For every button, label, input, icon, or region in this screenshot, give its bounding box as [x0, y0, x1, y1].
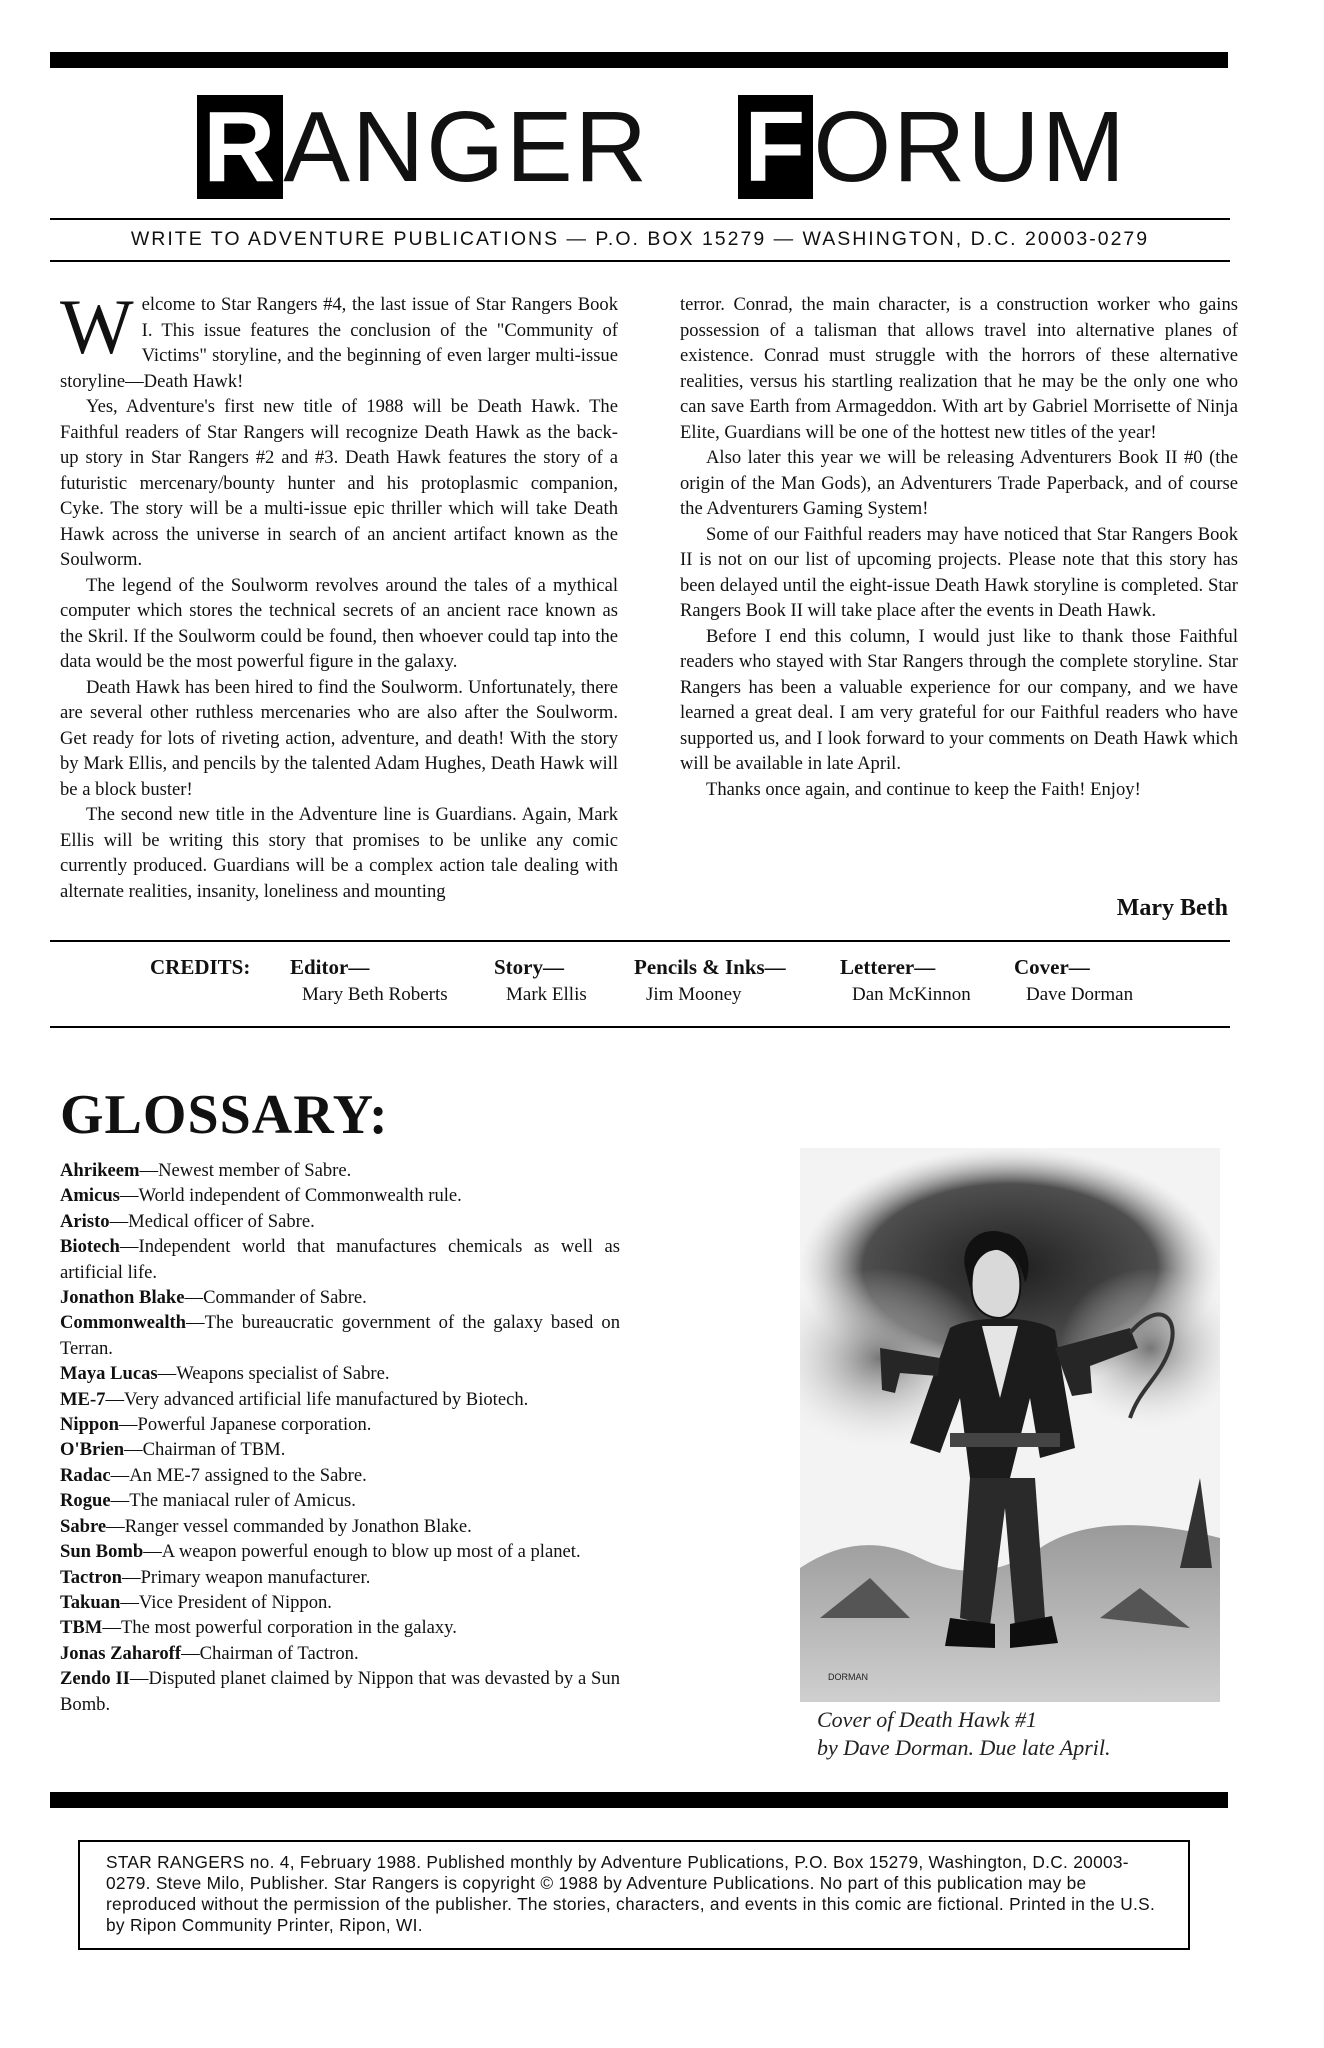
credits-row: [150, 955, 1190, 1015]
glossary-entry: ME-7—Very advanced artificial life manufactured by Biotech.: [60, 1388, 529, 1410]
page-title: [0, 92, 1324, 202]
glossary-entry: Aristo—Medical officer of Sabre.: [60, 1210, 315, 1232]
letter-paragraph: terror. Conrad, the main character, is a construction worker who gains possession of a talisman that allows travel into alternative planes of existence. Conrad must struggle with the horrors of these alternative realities, versus his startling realization that he may be the only one who can save Earth from Armageddon. With art by Gabriel Morrisette of Ninja Elite, Guardians will be one of the hottest new titles of the year!: [680, 294, 1238, 443]
title-initial-r: R: [197, 95, 283, 199]
credit-role: Story—: [494, 955, 564, 979]
glossary-entry: Tactron—Primary weapon manufacturer.: [60, 1566, 371, 1588]
credit-role: Pencils & Inks—: [634, 955, 786, 979]
credit-story: [494, 955, 587, 1006]
title-word-anger: ANGER: [283, 91, 649, 203]
top-bar: [50, 52, 1228, 68]
glossary-entry: Jonathon Blake—Commander of Sabre.: [60, 1287, 367, 1309]
caption-line-2: by Dave Dorman. Due late April.: [817, 1735, 1111, 1760]
title-initial-f: F: [738, 95, 813, 199]
credit-name: Dave Dorman: [1026, 984, 1134, 1005]
glossary-entry: Takuan—Vice President of Nippon.: [60, 1591, 332, 1613]
credits-label: CREDITS:: [150, 955, 251, 979]
glossary-entry: Zendo II—Disputed planet claimed by Nippon that was devasted by a Sun Bomb.: [60, 1668, 620, 1715]
glossary-entry: Commonwealth—The bureaucratic government of the galaxy based on Terran.: [60, 1312, 620, 1359]
indicia-text: STAR RANGERS no. 4, February 1988. Published monthly by Adventure Publications, P.O. Box 15279, Washington, D.C. 20003-0279. Steve Milo, Publisher. Star Rangers is copyright © 1988 by Adventure Publications. No part of this publication may be reproduced without the permission of the publisher. The stories, characters, and events in this comic are fictional. Printed in the U.S. by Ripon Community Printer, Ripon, WI.: [106, 1852, 1156, 1935]
credit-pencils-inks: [634, 955, 786, 1006]
glossary-entry: TBM—The most powerful corporation in the galaxy.: [60, 1617, 457, 1639]
credit-cover: [1014, 955, 1133, 1006]
credits-rule-bottom: [50, 1026, 1230, 1028]
glossary-entry: Amicus—World independent of Commonwealth rule.: [60, 1185, 462, 1207]
credit-role: Editor—: [290, 955, 370, 979]
glossary-entry: Jonas Zaharoff—Chairman of Tactron.: [60, 1642, 359, 1664]
credit-editor: [290, 955, 448, 1006]
credits-rule-top: [50, 940, 1230, 942]
letter-column-right: [680, 292, 1238, 802]
letter-paragraph: Thanks once again, and continue to keep the Faith! Enjoy!: [706, 778, 1141, 800]
glossary-entry: Sun Bomb—A weapon powerful enough to blow up most of a planet.: [60, 1541, 581, 1563]
credit-name: Mark Ellis: [506, 984, 587, 1005]
artwork-belt: [950, 1433, 1060, 1447]
glossary-entry: Nippon—Powerful Japanese corporation.: [60, 1414, 372, 1436]
caption-line-1: Cover of Death Hawk #1: [817, 1707, 1037, 1732]
credit-name: Mary Beth Roberts: [302, 984, 448, 1005]
glossary-list: [60, 1158, 620, 1717]
credit-letterer: [840, 955, 971, 1006]
letter-signature: Mary Beth: [1116, 895, 1228, 921]
letter-paragraph: Some of our Faithful readers may have noticed that Star Rangers Book II is not on our list of upcoming projects. Please note that this story has been delayed until the eight-issue Death Hawk storyline is completed. Star Rangers Book II will take place after the events in Death Hawk.: [680, 523, 1238, 621]
letter-paragraph: The second new title in the Adventure line is Guardians. Again, Mark Ellis will be writing this story that promises to be unlike any comic currently produced. Guardians will be a complex action tale dealing with alternate realities, insanity, loneliness and mounting: [60, 804, 618, 902]
cover-artwork: [800, 1148, 1220, 1702]
credits-label-cell: [150, 955, 250, 980]
letter-paragraph: Also later this year we will be releasing Adventurers Book II #0 (the origin of the Man Gods), an Adventurers Trade Paperback, and of course the Adventurers Gaming System!: [680, 447, 1238, 519]
letter-column-left: [60, 283, 618, 904]
letter-paragraph: Before I end this column, I would just like to thank those Faithful readers who stayed with Star Rangers through the complete storyline. Star Rangers has been a valuable experience for our company, and we have learned a great deal. I am very grateful for our Faithful readers who have supported us, and I look forward to your comments on Death Hawk which will be available in late April.: [680, 625, 1238, 774]
credit-name: Dan McKinnon: [852, 984, 971, 1005]
bottom-bar: [50, 1792, 1228, 1808]
glossary-entry: Ahrikeem—Newest member of Sabre.: [60, 1160, 352, 1181]
letter-paragraph: The legend of the Soulworm revolves around the tales of a mythical computer which stores the technical secrets of an ancient race known as the Skril. If the Soulworm could be found, then whoever could tap into the data would be the most powerful figure in the galaxy.: [60, 574, 618, 672]
artist-signature: DORMAN: [828, 1672, 868, 1682]
mailing-address: WRITE TO ADVENTURE PUBLICATIONS — P.O. BOX 15279 — WASHINGTON, D.C. 20003-0279: [130, 228, 1150, 250]
credit-name: Jim Mooney: [646, 984, 742, 1005]
title-rule-top: [50, 218, 1230, 220]
letter-paragraph: Yes, Adventure's first new title of 1988 will be Death Hawk. The Faithful readers of Star Rangers will recognize Death Hawk as the back-up story in Star Rangers #2 and #3. Death Hawk features the story of a futuristic mercenary/bounty hunter and his protoplasmic companion, Cyke. The story will be a multi-issue epic thriller which will take Death Hawk across the universe in search of an ancient artifact known as the Soulworm.: [60, 396, 618, 570]
indicia-box: [78, 1840, 1190, 1950]
artwork-caption: [817, 1706, 1111, 1762]
letter-paragraph: Welcome to Star Rangers #4, the last issue of Star Rangers Book I. This issue features the conclusion of the "Community of Victims" storyline, and the beginning of even larger multi-issue storyline—Death Hawk!: [60, 283, 618, 392]
glossary-entry: Maya Lucas—Weapons specialist of Sabre.: [60, 1363, 390, 1385]
glossary-entry: Rogue—The maniacal ruler of Amicus.: [60, 1490, 356, 1512]
glossary-heading: GLOSSARY:: [60, 1084, 389, 1146]
glossary-entry: Radac—An ME-7 assigned to the Sabre.: [60, 1464, 367, 1486]
title-word-orum: ORUM: [813, 91, 1127, 203]
credit-role: Letterer—: [840, 955, 936, 979]
drop-cap: W: [60, 283, 134, 370]
glossary-entry: O'Brien—Chairman of TBM.: [60, 1439, 286, 1461]
glossary-entry: Biotech—Independent world that manufactures chemicals as well as artificial life.: [60, 1236, 620, 1283]
credit-role: Cover—: [1014, 955, 1090, 979]
glossary-entry: Sabre—Ranger vessel commanded by Jonathon Blake.: [60, 1515, 472, 1537]
title-rule-bottom: [50, 260, 1230, 262]
letter-paragraph: Death Hawk has been hired to find the Soulworm. Unfortunately, there are several other ruthless mercenaries who are also after the Soulworm. Get ready for lots of riveting action, adventure, and death! With the story by Mark Ellis, and pencils by the talented Adam Hughes, Death Hawk will be a block buster!: [60, 676, 618, 800]
